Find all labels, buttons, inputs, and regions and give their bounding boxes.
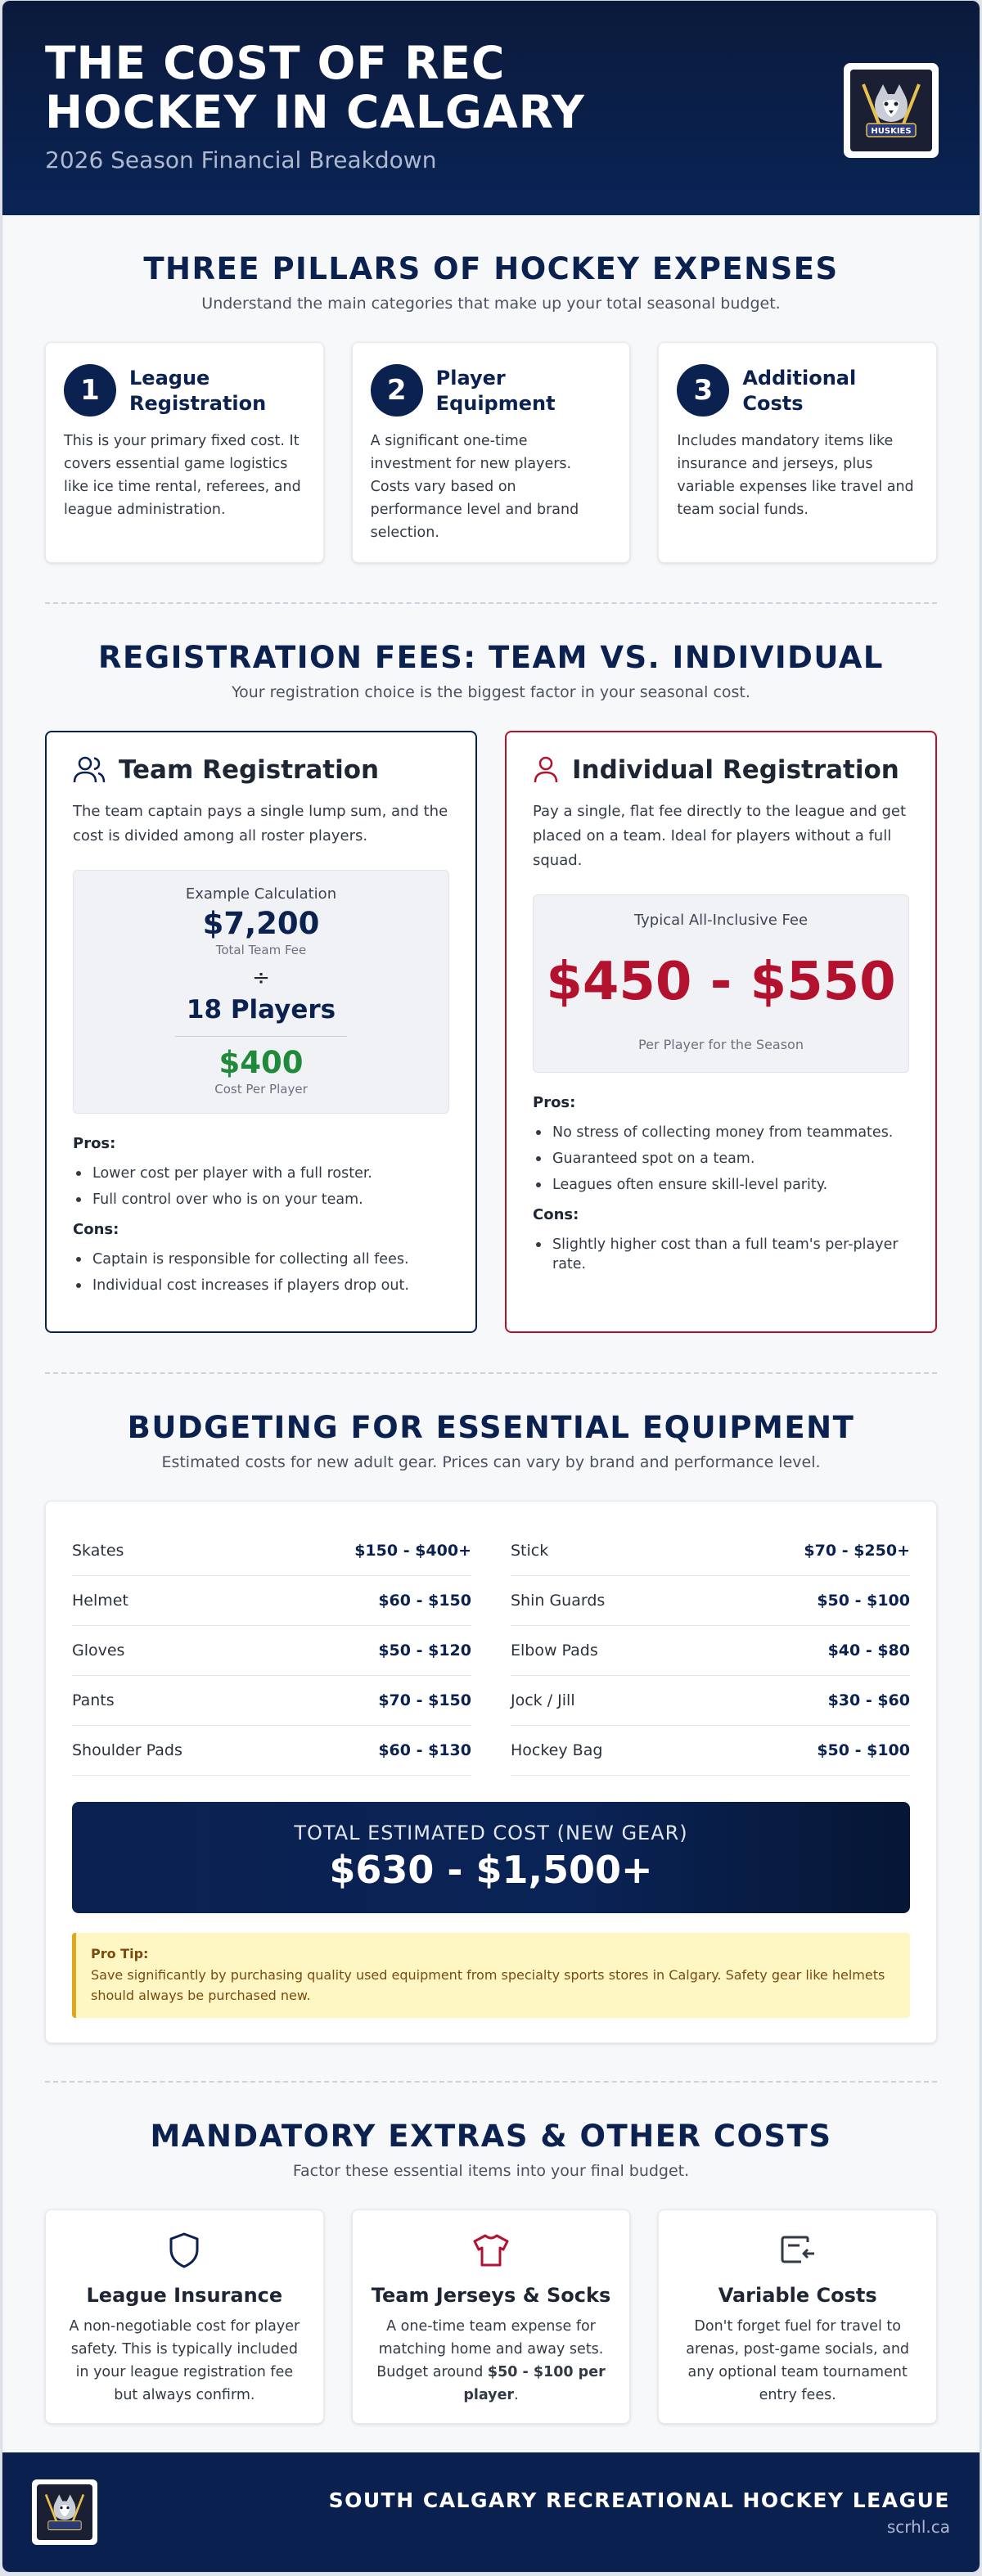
equipment-name: Helmet — [72, 1592, 128, 1610]
pillar-title: League Registration — [129, 367, 267, 415]
user-icon — [533, 755, 559, 785]
extra-text: A non-negotiable cost for player safety. This is typically included in your league registration fee but always confirm. — [69, 2318, 300, 2403]
list-item: Lower cost per player with a full roster. — [73, 1164, 449, 1183]
equipment-row — [72, 1676, 471, 1726]
total-team-fee: $7,200 — [202, 906, 320, 941]
total-cost-value: $630 - $1,500+ — [329, 1848, 653, 1892]
extra-card-jerseys — [352, 2209, 631, 2424]
list-item: Leagues often ensure skill-level parity. — [533, 1175, 909, 1195]
equipment-name: Hockey Bag — [511, 1741, 603, 1759]
wallet-icon — [778, 2234, 818, 2267]
team-registration-desc: The team captain pays a single lump sum, and the cost is divided among all roster players. — [73, 803, 448, 844]
equipment-price: $60 - $130 — [378, 1741, 471, 1759]
list-item: Full control over who is on your team. — [73, 1190, 449, 1209]
equipment-row — [511, 1626, 910, 1676]
list-item: Slightly higher cost than a full team's per-player rate. — [533, 1235, 909, 1274]
total-cost-banner — [72, 1802, 910, 1913]
users-icon — [73, 755, 106, 785]
extra-title: Variable Costs — [718, 2284, 877, 2307]
pillar-number: 1 — [64, 364, 116, 417]
page-subtitle: 2026 Season Financial Breakdown — [45, 146, 437, 173]
registration-section — [2, 604, 980, 1333]
equipment-price: $150 - $400+ — [354, 1542, 471, 1560]
list-item: Captain is responsible for collecting all fees. — [73, 1250, 449, 1269]
extras-subtitle: Factor these essential items into your final budget. — [292, 2162, 690, 2180]
pillar-card-equipment — [352, 342, 631, 563]
example-calculation-box — [73, 870, 449, 1114]
equipment-section — [2, 1374, 980, 2043]
equipment-price: $50 - $100 — [817, 1741, 910, 1759]
equipment-row — [511, 1576, 910, 1626]
equipment-row — [511, 1726, 910, 1776]
shield-icon — [168, 2231, 200, 2269]
pillar-number: 2 — [371, 364, 423, 417]
pros-list — [73, 1164, 449, 1209]
equipment-price: $70 - $150 — [378, 1691, 471, 1709]
pros-list — [533, 1123, 909, 1195]
equipment-title: BUDGETING FOR ESSENTIAL EQUIPMENT — [127, 1410, 855, 1445]
pro-tip-text: Save significantly by purchasing quality used equipment from specialty sports stores in Calgary. Safety gear like helmets should always be purchased new. — [91, 1967, 885, 2003]
equipment-name: Pants — [72, 1691, 115, 1709]
cons-list — [73, 1250, 449, 1295]
equipment-row — [72, 1526, 471, 1576]
individual-fee-box — [533, 894, 909, 1073]
equipment-row — [511, 1526, 910, 1576]
shirt-icon — [471, 2232, 511, 2268]
list-item: No stress of collecting money from teammates. — [533, 1123, 909, 1142]
list-item: Guaranteed spot on a team. — [533, 1149, 909, 1169]
extras-section — [2, 2083, 980, 2424]
team-registration-title: Team Registration — [119, 755, 380, 785]
pros-label: Pros: — [73, 1135, 116, 1152]
pillar-text: Includes mandatory items like insurance and jerseys, plus variable expenses like travel and team social funds. — [677, 433, 914, 518]
league-url[interactable]: scrhl.ca — [886, 2516, 950, 2537]
pillars-subtitle: Understand the main categories that make up your total seasonal budget. — [201, 295, 781, 313]
cost-per-player: $400 — [218, 1045, 304, 1080]
individual-registration-title: Individual Registration — [572, 755, 899, 785]
equipment-row — [72, 1576, 471, 1626]
pro-tip-box — [72, 1933, 910, 2018]
equipment-name: Jock / Jill — [511, 1691, 575, 1709]
equipment-row — [511, 1676, 910, 1726]
page-title: THE COST OF REC HOCKEY IN CALGARY — [45, 37, 585, 138]
cost-per-player-label: Cost Per Player — [214, 1082, 308, 1097]
equipment-name: Shoulder Pads — [72, 1741, 182, 1759]
equipment-list-right — [511, 1526, 910, 1776]
page — [2, 0, 980, 2573]
equipment-name: Shin Guards — [511, 1592, 606, 1610]
extra-card-variable — [658, 2209, 937, 2424]
pillar-card-registration — [45, 342, 324, 563]
total-team-fee-label: Total Team Fee — [215, 943, 307, 957]
individual-registration-desc: Pay a single, flat fee directly to the league and get placed on a team. Ideal for players without a full squad. — [533, 803, 907, 869]
header-banner — [2, 1, 980, 215]
equipment-price: $30 - $60 — [827, 1691, 910, 1709]
pillar-number: 3 — [677, 364, 729, 417]
registration-subtitle: Your registration choice is the biggest factor in your seasonal cost. — [232, 683, 750, 701]
equipment-row — [72, 1626, 471, 1676]
equipment-name: Gloves — [72, 1642, 125, 1660]
equipment-name: Elbow Pads — [511, 1642, 598, 1660]
list-item: Individual cost increases if players drop out. — [73, 1276, 449, 1295]
extras-title: MANDATORY EXTRAS & OTHER COSTS — [150, 2119, 832, 2154]
league-name: SOUTH CALGARY RECREATIONAL HOCKEY LEAGUE — [328, 2488, 950, 2512]
extra-title: Team Jerseys & Socks — [371, 2284, 611, 2307]
husky-mascot-icon — [39, 2487, 90, 2538]
player-count: 18 Players — [186, 995, 336, 1025]
pillar-title: Additional Costs — [742, 367, 857, 415]
extra-text: A one-time team expense for matching home and away sets. Budget around $50 - $100 per player. — [376, 2318, 606, 2403]
footer — [2, 2452, 980, 2572]
calc-label: Example Calculation — [185, 885, 337, 903]
equipment-price: $50 - $100 — [817, 1592, 910, 1610]
divide-sign: ÷ — [252, 966, 270, 990]
fee-sub: Per Player for the Season — [638, 1037, 804, 1052]
husky-mascot-icon — [854, 73, 929, 148]
huskies-logo — [844, 63, 939, 158]
equipment-name: Stick — [511, 1542, 549, 1560]
individual-registration-card — [505, 731, 937, 1333]
pillar-card-additional — [658, 342, 937, 563]
equipment-row — [72, 1726, 471, 1776]
pillars-title: THREE PILLARS OF HOCKEY EXPENSES — [143, 251, 839, 286]
equipment-price: $70 - $250+ — [804, 1542, 910, 1560]
extra-title: League Insurance — [86, 2284, 283, 2307]
individual-fee: $450 - $550 — [546, 952, 896, 1012]
team-registration-card — [45, 731, 477, 1333]
pros-label: Pros: — [533, 1094, 576, 1111]
fee-label: Typical All-Inclusive Fee — [633, 912, 809, 929]
registration-title: REGISTRATION FEES: TEAM VS. INDIVIDUAL — [97, 640, 884, 675]
pillar-title: Player Equipment — [435, 367, 556, 415]
pillar-text: This is your primary fixed cost. It covers essential game logistics like ice time rental, referees, and league administration. — [64, 433, 301, 518]
extra-text: Don't forget fuel for travel to arenas, post-game socials, and any optional team tournament entry fees. — [686, 2318, 910, 2403]
equipment-list-left — [72, 1526, 471, 1776]
pro-tip-title: Pro Tip: — [91, 1946, 149, 1961]
equipment-price: $60 - $150 — [378, 1592, 471, 1610]
pillars-section — [2, 215, 980, 563]
extra-card-insurance — [45, 2209, 324, 2424]
cons-list — [533, 1235, 909, 1274]
equipment-subtitle: Estimated costs for new adult gear. Prices can vary by brand and performance level. — [161, 1453, 821, 1471]
cons-label: Cons: — [73, 1221, 119, 1238]
footer-logo — [32, 2479, 97, 2545]
equipment-price: $50 - $120 — [378, 1642, 471, 1660]
logo-text: HUSKIES — [871, 127, 912, 136]
equipment-price: $40 - $80 — [827, 1642, 910, 1660]
equipment-name: Skates — [72, 1542, 124, 1560]
pillar-text: A significant one-time investment for new players. Costs vary based on performance level and brand selection. — [370, 433, 579, 541]
cons-label: Cons: — [533, 1206, 579, 1223]
total-cost-label: TOTAL ESTIMATED COST (NEW GEAR) — [294, 1822, 688, 1844]
equipment-card — [45, 1501, 937, 2043]
